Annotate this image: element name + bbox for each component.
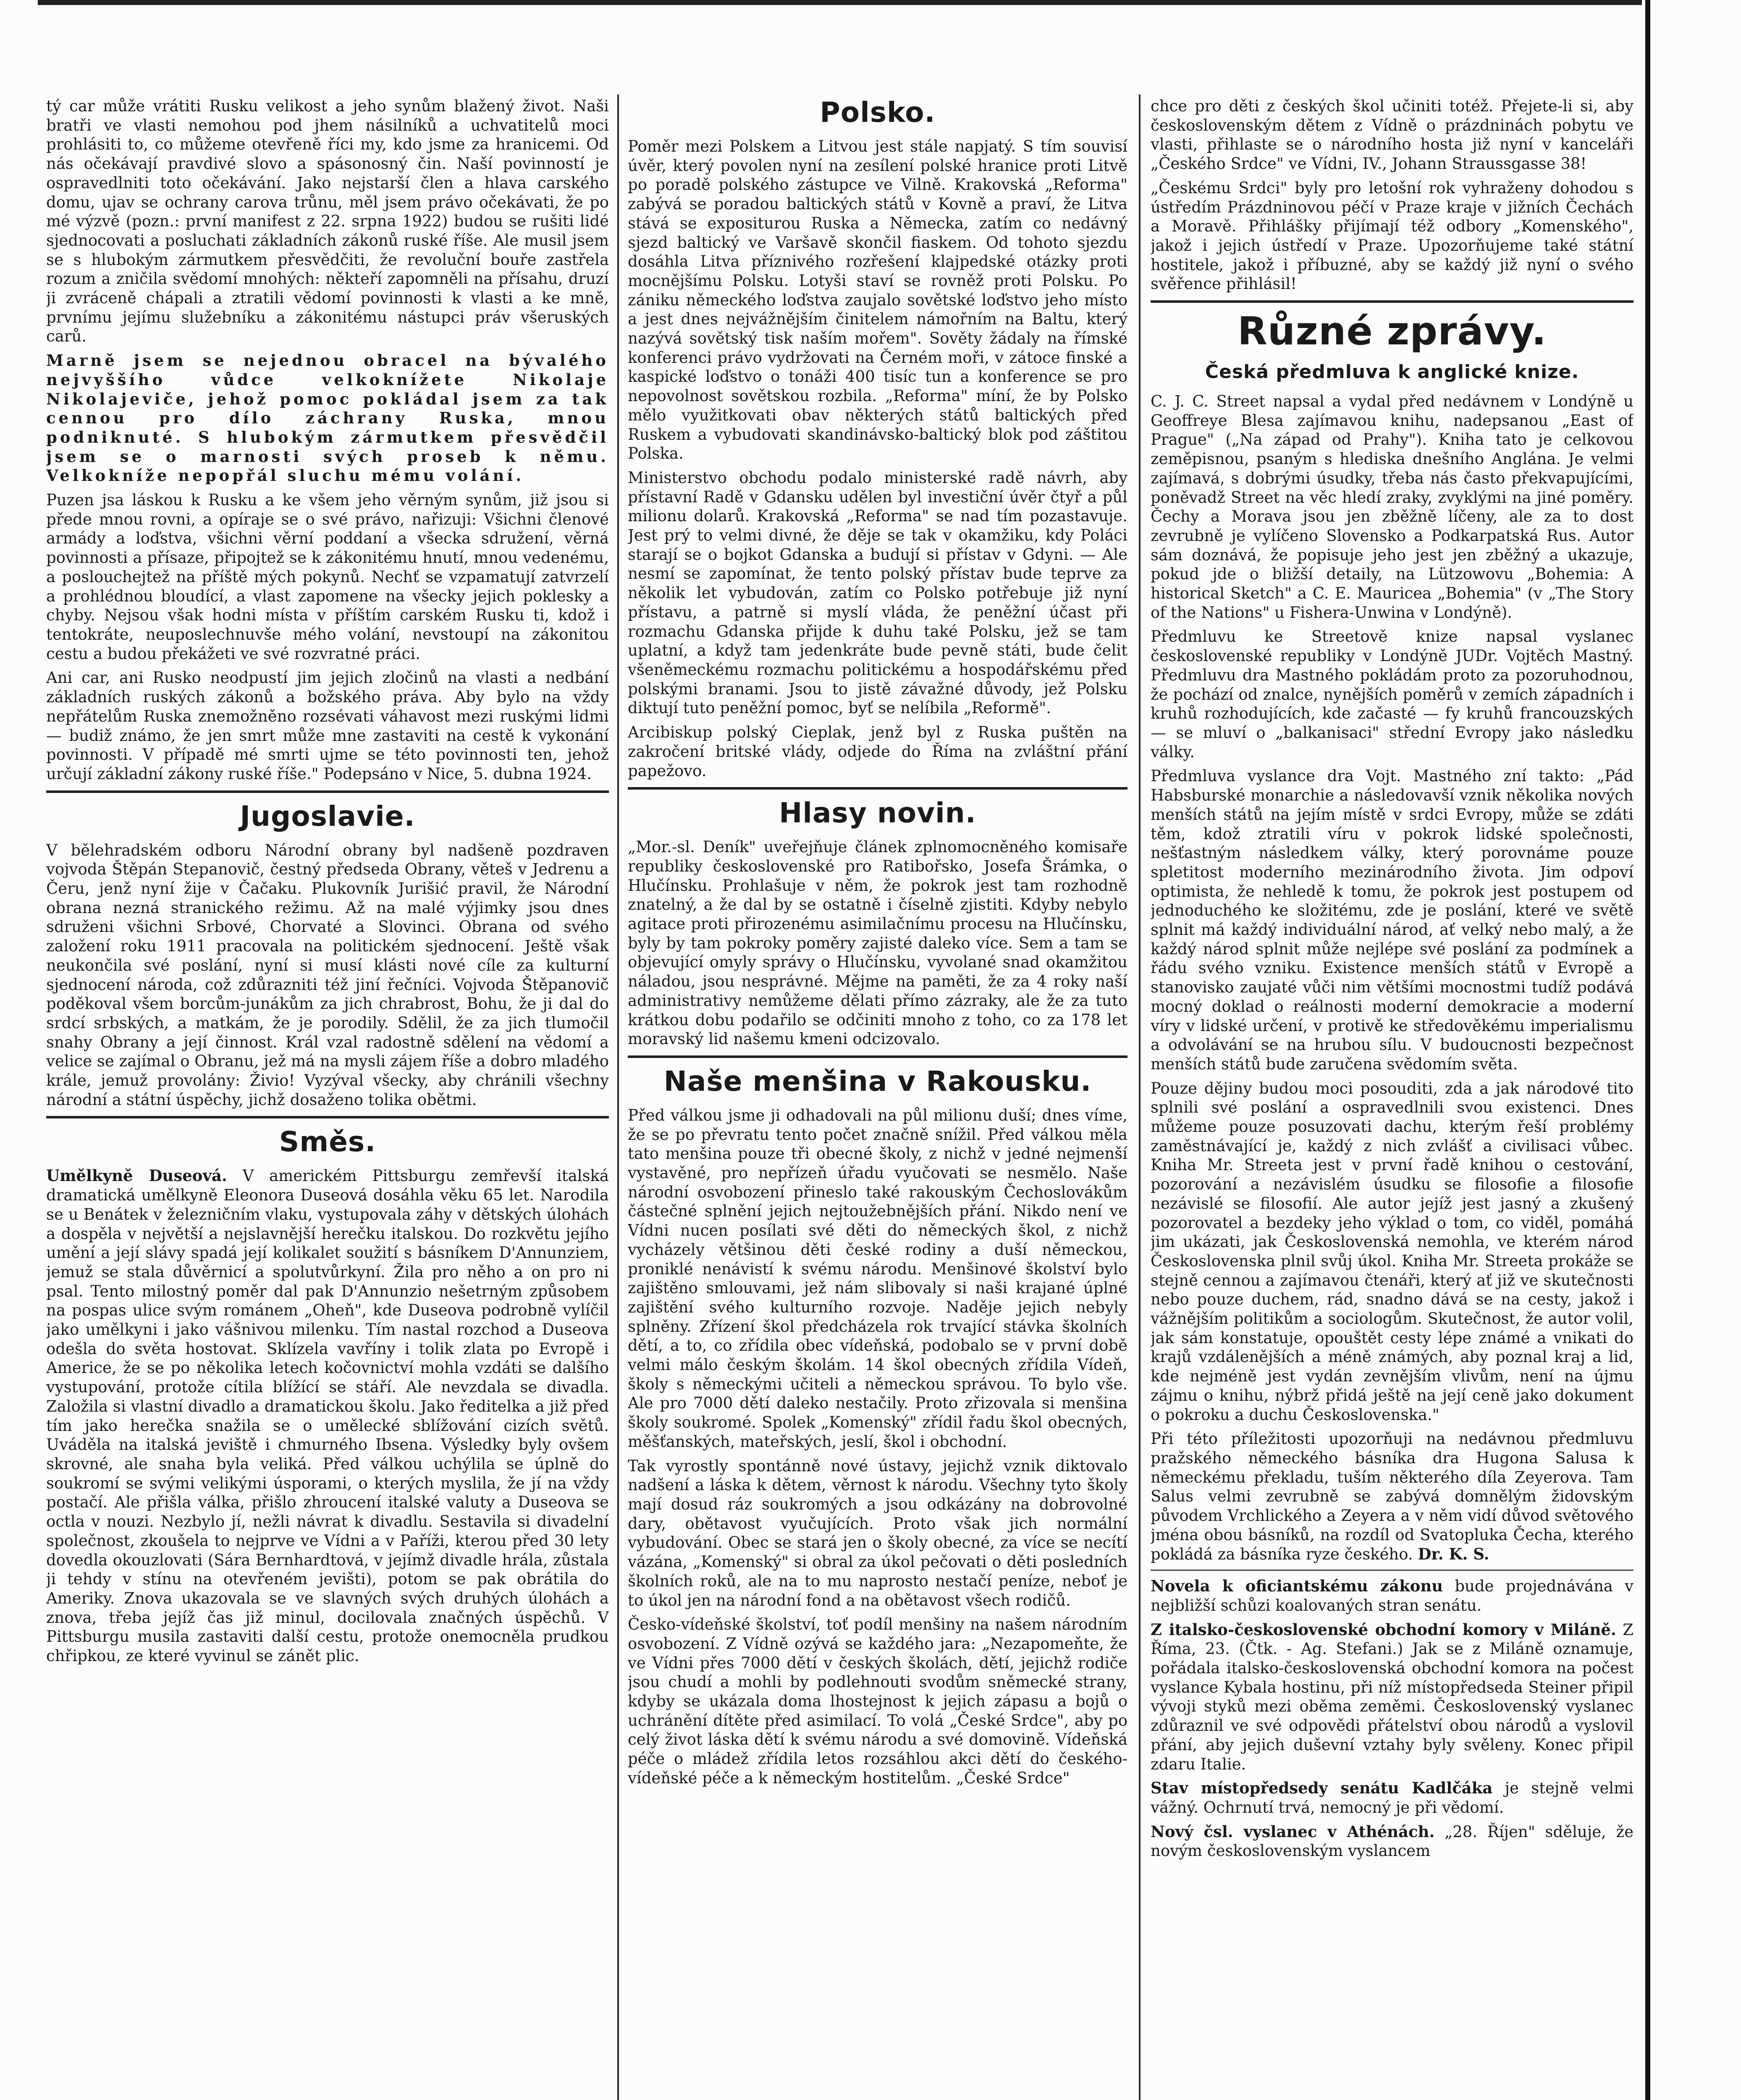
- predmluva-paragraph-5: [1151, 1429, 1633, 1564]
- section-separator: [628, 787, 1127, 790]
- polsko-paragraph-1: Poměr mezi Polskem a Litvou jest stále napjatý. S tím souvisí úvěr, který povolen nyní na zesílení polské hranice proti Litvě po poradě polského zástupce ve Vilně. Krakovská „Reforma" zabývá se poradou baltických států v Kovně a praví, že Litva stává se expositurou Ruska a Německa, zatím co nedávný sjezd baltický ve Varšavě skončil fiaskem. Od tohoto sjezdu dosáhla Litva příznivého rozřešení klajpedské otázky proti mocnějšímu Polsku. Lotyši staví se rovněž proti Polsku. Po zániku německého loďstva zaujalo sovětské loďstvo jeho místo a jest dnes nejvážnějším činitelem námořním na Baltu, který nazývá sovětský tisk naším mořem". Sověty žádaly na římské konferenci právo vydržovati na Černém moři, v zátoce finské a kaspické loďstvo o tonáži 400 tisíc tun a konference se pro nepovolnost sovětskou rozbila. „Reforma" míní, že by Polsko mělo využitkovati obav některých států baltických před Ruskem a vybudovati skandinávsko-baltický blok pod záštitou Polska.: [628, 137, 1127, 463]
- item-separator: [1151, 1570, 1633, 1571]
- news-item-athens-lead: Nový čsl. vyslanec v Athénách.: [1151, 1822, 1435, 1841]
- section-separator: [46, 1116, 609, 1118]
- author-signature: Dr. K. S.: [1418, 1544, 1489, 1563]
- section-separator: [46, 790, 609, 793]
- column-divider-2: [1139, 94, 1141, 2100]
- manifest-paragraph-2: Marně jsem se nejednou obracel na bývalého nejvyššího vůdce velkoknížete Nikolaje Nikolajeviče, jehož pomoc pokládal jsem za tak cennou pro dílo záchrany Ruska, mnou podniknuté. S hlubokým zármutkem přesvědčil jsem se o marnosti svých proseb k němu. Velkokníže nepopřál sluchu mému volání.: [46, 351, 609, 485]
- manifest-paragraph-3: Puzen jsa láskou k Rusku a ke všem jeho věrným synům, již jsou si přede mnou rovni, a opíraje se o své právo, nařizuji: Všichni členové armády a loďstva, všichni věrní poddaní a všecka sdružení, věrná povinnosti a přísaze, připojtež se k zákonitému hnutí, mnou vedenému, a poslouchejtež na příště mých pokynů. Nechť se vzpamatují zatvrzelí a prohlédnou bloudící, a vlast zapomene na všecky jejich poklesky a chyby. Nejsou však hodni místa v příštím carském Rusku ti, kdož i tentokráte, neuposlechnuvše mého volání, nevstoupí na zákonitou cestu a budou překážeti ve své rozvratné práci.: [46, 491, 609, 663]
- predmluva-paragraph-5-text: Při této příležitosti upozorňuji na nedávnou předmluvu pražského německého básníka dra Hugona Salusa k německému překladu, tuším některého díla Zeyerova. Tam Salus velmi zevrubně se zabývá domnělým židovským původem Vrchlického a Zeyera a v něm vidí důvod světového jména obou básníků, na rozdíl od Svatopluka Čecha, kterého pokládá za básníka ryze českého.: [1151, 1430, 1633, 1563]
- section-separator: [628, 1055, 1127, 1058]
- ceske-srdce-paragraph-1: chce pro děti z českých škol učiniti totéž. Přejete-li si, aby československým dětem z Vídně o prázdninách pobytu ve vlasti, přihlaste se o národního hosta již nyní v kanceláři „Českého Srdce" ve Vídni, IV., Johann Straussgasse 38!: [1151, 97, 1633, 173]
- news-item-kadlcak-body: je stejně velmi vážný. Ochrnutí trvá, nemocný je při vědomí.: [1151, 1779, 1633, 1816]
- predmluva-paragraph-3: Předmluva vyslance dra Vojt. Mastného zní takto: „Pád Habsburské monarchie a následovavší vznik několika nových menších států na jejím místě v srdci Evropy, může se zdáti těm, kdož ztratili víru v pokrok lidské společnosti, nešťastným následkem války, který porovnáme pouze spletitost moderního mezinárodního života. Jim odpoví optimista, že nehledě k tomu, že pokrok jest postupem od jednoduchého ke složitému, zde je poslání, které ve světě splnit má každý individuální národ, ať velký nebo malý, a že každý národ splnit může nejlépe své poslání za podmínek a řádu svého vzniku. Existence menších států v Evropě a stanovisko zaujaté vůči nim většími mocnostmi tudíž podává mocný doklad o reálnosti moderní demokracie a moderní víry v lidské určení, v protivě ke středověkému imperialismu a odvolávání se na hrubou sílu. V budoucnosti bezpečnost menších států bude zaručena svědomím světa.: [1151, 767, 1633, 1073]
- news-item-komora-lead: Z italsko-československé obchodní komory v Miláně.: [1151, 1620, 1616, 1639]
- manifest-paragraph-1: tý car může vrátiti Rusku velikost a jeho synům blažený život. Naši bratři ve vlasti nemohou pod jhem násilníků a uchvatitelů moci prohlásiti to, co můžeme otevřeně říci my, kdo jsme za hranicemi. Od nás očekávají pravdivé slovo a spásonosný čin. Naší povinností je ospravedlniti toto očekávání. Jako nejstarší člen a hlava carského domu, ujav se ochrany carova trůnu, měl jsem právo očekávati, že po mé výzvě (pozn.: první manifest z 22. srpna 1922) budou se rušiti lidé sjednocovati a posluchati základních zákonů ruské říše. Ale musil jsem se s hlubokým zármutkem přesvědčiti, že revoluční bouře zastřela rozum a zničila svědomí mnohých: někteří zapomněli na přísahu, druzí ji zvráceně chápali a ztratili vědomí povinnosti k vlasti a ke mně, prvnímu jejímu služebníku a zákonitému nástupci práv všeruských carů.: [46, 97, 609, 346]
- hlasy-novin-article: „Mor.-sl. Deník" uveřejňuje článek zplnomocněného komisaře republiky československé pro Ratibořsko, Josefa Šrámka, o Hlučínsku. Prohlašuje v něm, že pokrok jest tam rozhodně znatelný, a že dal by se ostatně i číselně zjistiti. Kdyby nebylo agitace proti přirozenému asimilačnímu procesu na Hlučínsku, byly by tam pokroky poměry zajisté daleko více. Sem a tam se objevující omyly správy o Hlučínsku, vyvolané snad okamžitou náladou, jsou nesprávné. Mějme na paměti, že za 4 roky naší administrativy nemůžeme dělati přímo zázraky, ale že za tuto krátkou dobu podařilo se odčiniti mnoho z toho, co za 178 let moravský lid našemu kmeni odcizovalo.: [628, 838, 1127, 1048]
- heading-hlasy-novin: Hlasy novin.: [779, 797, 976, 830]
- heading-polsko: Polsko.: [820, 97, 936, 129]
- polsko-paragraph-3: Arcibiskup polský Cieplak, jenž byl z Ruska puštěn na zakročení britské vlády, odjede do Říma na zvláštní přání papežovo.: [628, 723, 1127, 780]
- heading-nase-mensina: Naše menšina v Rakousku.: [663, 1065, 1092, 1097]
- mensina-paragraph-2: Tak vyrostly spontánně nové ústavy, jejichž vznik diktovalo nadšení a láska k dětem, věrnost k národu. Všechny tyto školy mají dosud ráz soukromých a jsou odkázány na dobrovolné dary, obětavost vyučujících. Proto však jich normální vybudování. Obec se stará jen o školy obecné, za více se necítí vázána, „Komenský" si obral za úkol pečovati o děti posledních školních roků, ale na to mu naprosto nestačí peníze, neboť je to úkol jen na národní fond a na obětavost všech rodičů.: [628, 1457, 1127, 1609]
- news-item-athens: [1151, 1822, 1633, 1861]
- mensina-paragraph-3: Česko-vídeňské školství, toť podíl menšiny na našem národním osvobození. Z Vídně ozývá se každého jara: „Nezapomeňte, že ve Vídni přes 7000 dětí v českých školách, dětí, jejichž rodiče jsou chudí a mohli by podlehnouti svodům sněmecké strany, kdyby se ukázala doma lhostejnost k jejich zápasu a bojů o uchránění dítěte před asimilací. To volá „České Srdce", aby po celý život láska dětí k svému národu a své domovině. Vídeňská péče o mládež zřídila letos rozsáhlou akci dětí do českého-vídeňské péče a k německým hostitelům. „České Srdce": [628, 1615, 1127, 1787]
- column-divider-1: [617, 94, 619, 2100]
- section-separator: [1151, 300, 1633, 303]
- predmluva-paragraph-1: C. J. C. Street napsal a vydal před nedávnem v Londýně u Geoffreye Blesa zajímavou knihu, nadepsanou „East of Prague" („Na západ od Prahy"). Kniha tato je celkovou zeměpisnou, psaným s hlediska dnešního Anglána. Je velmi zajímavá, s dobrými úsudky, třeba nás často překvapujícími, poněvadž Street na věc hledí zraky, zvyklými na jiné poměry. Čechy a Morava jsou jen zběžně líčeny, ale za to dost zevrubně je vylíčeno Slovensko a Podkarpatská Rus. Autor sám doznává, že popisuje jeho jest jen zběžný a ukazuje, pokud jde o bližší detaily, na Lützowovu „Bohemia: A historical Sketch" a C. E. Mauricea „Bohemia" (v „The Story of the Nations" u Fishera-Unwina v Londýně).: [1151, 392, 1633, 622]
- smes-body: V americkém Pittsburgu zemřevší italská dramatická umělkyně Eleonora Duseová dosáhla věku 65 let. Narodila se u Benátek v železničním vlaku, vystupovala záhy v dětských úlohách a dospěla v největší a nejslavnější herečku italskou. Do rozkvětu jejího umění a její slávy spadá její kolikalet soužití s básníkem D'Annunziem, jemuž se stala důvěrnicí a spolutvůrkyní. Žila pro něho a on pro ni psal. Tento milostný poměr dal pak D'Annunzio nešetrným způsobem na pospas ulice svým románem „Oheň", kde Duseova podrobně vylíčil jako umělkyni i jako vášnivou milenku. Tím nastal rozchod a Duseova odešla do světa hostovat. Sklízela vavříny i tolik zlata po Evropě i Americe, že se po několika letech kočovnictví mohla vzdáti se dalšího vystupování, protože cítila blížící se stáří. Ale nevzdala se divadla. Založila si vlastní divadlo a dramatickou školu. Jako ředitelka a již před tím jako herečka snažila se o umělecké sblížování cizích světů. Uváděla na italská jeviště i chmurného Ibsena. Výsledky byly ovšem skrovné, ale snaha byla veliká. Před válkou uchýlila se úplně do soukromí se svými velikými úsporami, o kterých myslila, že jí na vždy postačí. Ale přišla válka, přišlo zhroucení italské valuty a Duseova se octla v nouzi. Nezbylo jí, nežli návrat k divadlu. Sestavila si divadelní společnost, zkoušela to nejprve ve Vídni a v Paříži, kterou před 30 lety dovedla okouzlovati (Sára Bernhardtová, v jejímž divadle hrála, zůstala ji tehdy v stínu na otevřeném jevišti), potom se pak obrátila do Ameriky. Znova ukazovala se ve slavných svých druhých úlohách a znova, třeba jejíž čas již minul, docilovala značných úspěchů. V Pittsburgu musila zastaviti další cestu, protože onemocněla prudkou chřipkou, ze které vyvinul se zánět plic.: [46, 1167, 609, 1665]
- news-item-kadlcak: [1151, 1779, 1633, 1817]
- news-item-athens-body: „28. Říjen" sděluje, že novým československým vyslancem: [1151, 1822, 1633, 1860]
- top-rule: [38, 0, 1642, 5]
- column-2: [628, 97, 1127, 2100]
- news-item-kadlcak-lead: Stav místopředsedy senátu Kadlčáka: [1151, 1779, 1493, 1798]
- manifest-paragraph-4: Ani car, ani Rusko neodpustí jim jejich zločinů na vlasti a nedbání základních ruských zákonů a božského práva. Aby bylo na vždy nepřátelům Ruska znemožněno rozsévati váhavost mezi ruskými lidmi — budiž známo, že jen smrt může mne zastaviti na cestě k vykonání povinnosti. V případě mé smrti ujme se této povinnosti ten, jehož určují základní zákony ruské říše." Podepsáno v Nice, 5. dubna 1924.: [46, 669, 609, 783]
- heading-jugoslavie: Jugoslavie.: [240, 800, 415, 832]
- heading-smes: Směs.: [279, 1126, 376, 1158]
- polsko-paragraph-2: Ministerstvo obchodu podalo ministerské radě návrh, aby přístavní Radě v Gdansku udělen byl investiční úvěr čtyř a půl milionu dolarů. Krakovská „Reforma" se nad tím pozastavuje. Jest prý to velmi divné, že děje se tak v okamžiku, kdy Poláci starají se o bojkot Gdanska a budují si přístav v Gdyni. — Ale nesmí se zapomínat, že tento polský přístav bude teprve za několik let vybudován, zatím co Polsko potřebuje již nyní přístavu, a patrně si myslí vláda, že peněžní účast při rozmachu Gdanska přijde k duhu také Polsku, jež se tam uplatní, a když tam jedenkráte bude pevně státi, bude čelit všeněmeckému rozmachu politickému a hospodářskému před polskými branami. Jsou to jistě závažné důvody, jež Polsku diktují tuto peněžní pomoc, byť se nelíbila „Reformě".: [628, 468, 1127, 717]
- news-item-komora: [1151, 1620, 1633, 1774]
- predmluva-paragraph-2: Předmluvu ke Streetově knize napsal vyslanec československé republiky v Londýně JUDr. Vojtěch Mastný. Předmluvu dra Mastného pokládám proto za pozoruhodnou, že pochází od znalce, nynějších poměrů v zemích západních i kruhů rozhodujících, kde začasté — fy kruhů francouzských — se mluví o „balkanisaci" střední Evropy jako následku války.: [1151, 627, 1633, 761]
- heading-ruzne-zpravy: Různé zprávy.: [1237, 309, 1547, 354]
- news-item-oficianti: [1151, 1577, 1633, 1615]
- right-edge-rule: [1645, 0, 1650, 2100]
- column-1: [46, 97, 609, 2100]
- mensina-paragraph-1: Před válkou jsme ji odhadovali na půl milionu duší; dnes víme, že se po převratu tento počet značně snížil. Před válkou měla tato menšina pouze tři obecné školy, z nichž v jedné nejmenší vystavěné, pro nepřízeň úřadu vyučovati se nesmělo. Naše národní osvobození přineslo také rakouským Čechoslovákům částečné splnění jejich nejtoužebnějších přání. Nikdo není ve Vídni nucen posílati své děti do německých škol, z nichž vycházely většinou děti české rodiny a duší německou, proniklé nenávistí k svému národu. Menšinové školství bylo zajištěno smlouvami, jež nám slibovaly si naši krajané úplné zajištění svého kulturního rozvoje. Naděje jejich nebyly splněny. Zřízení škol předcházela rok trvající stávka školních dětí, a to, co zřídila obec vídeňská, podobalo se v první době velmi málo českým školám. 14 škol obecných zřídila Vídeň, školy s německými učiteli a německou správou. To bylo vše. Ale pro 7000 dětí daleko nestačily. Proto zřizovala si menšina školy soukromé. Spolek „Komenský" zřídil řadu škol obecných, měšťanských, mateřských, jeslí, škol i obchodní.: [628, 1106, 1127, 1451]
- jugoslavie-article: V bělehradském odboru Národní obrany byl nadšeně pozdraven vojvoda Štěpán Stepanovič, čestný předseda Obrany, věteš v Jedrenu a Čeru, jenž nyní žije v Čačaku. Plukovník Jurišić pravil, že Národní obrana nezná stranického režimu. Až na malé výjimky jsou dnes sdruženi všichni Srbové, Chorvaté a Slovinci. Obrana od svého založení roku 1911 pracovala na politickém sjednocení. Ještě však neukončila své poslání, nyní si musí klásti nové cíle za kulturní sjednocení národa, což zdůrazniti též jiní řečníci. Vojvoda Štěpanovič poděkoval všem borcům-junákům za jich chrabrost, Bohu, že ji dal do srdcí srbských, a matkám, že je porodily. Sdělil, že za jich tlumočil snahy Obrany a její činnost. Král vzal radostně sdělení na vědomí a velice se zajímal o Obranu, jež má na mysli zájem říše a dobro mladého krále, jemuž provolány: Živio! Vyzýval všecky, aby chránili všechny národní a státní úspěchy, jichž dosaženo tolika obětmi.: [46, 841, 609, 1109]
- ceske-srdce-paragraph-2: „Českému Srdci" byly pro letošní rok vyhraženy dohodou s ústředím Prázdninovou péčí v Praze kraje v jižních Čechách a Moravě. Přihlášky přijímají též odbory „Komenského", jakož i jejich ústředí v Praze. Upozorňujeme také státní hostitele, jakož i příbuzné, aby se každý již nyní o svého svěřence přihlásil!: [1151, 178, 1633, 293]
- news-item-komora-body: Z Říma, 23. (Čtk. - Ag. Stefani.) Jak se z Miláně oznamuje, pořádala italsko-československá obchodní komora na počest vyslance Kybala hostinu, při níž místopředseda Steiner připil vývoji styků mezi oběma zeměmi. Československý vyslanec zdůraznil ve své odpovědi přátelství obou národů a vyslovil přání, aby jejich duševní vztahy byly svěleny. Konec připil zdaru Italie.: [1151, 1620, 1633, 1773]
- predmluva-paragraph-4: Pouze dějiny budou moci posouditi, zda a jak národové tito splnili své poslání a ospravedlnili svou existenci. Dnes můžeme pouze posuzovati dachu, kterým řeší problémy zaměstnávající je, každý z nich zvlášť a civilisaci vůbec. Kniha Mr. Streeta jest v první řadě knihou o cestování, pozorování a nezávislém úsudku se filosofie a filosofie nezávislé se filosofií. Ale autor jejíž jest jasný a zkušený pozorovatel a bezdeky jeho výklad o tom, co viděl, pomáhá jim ukázati, jak Československá nemohla, ve kterém národ Československa plnil svůj úkol. Kniha Mr. Streeta prokáže se stejně cennou a zajímavou čtenáři, který ať již ve skutečnosti nebo pouze duchem, rád, snadno dává se na cesty, jakož i vážnějším politikům a sociologům. Skutečnost, že autor volil, jak sám konstatuje, opouštět cesty lépe známé a vnikati do krajů vzdálenějších a méně známých, aby poznal kraj a lid, kde nejméně jest vydán zevnějším vlivům, není na újmu zájmu o knihu, nýbrž přidá ještě na její ceně jako dokument o pokroku a duchu Československa.": [1151, 1079, 1633, 1424]
- column-3: [1151, 97, 1633, 2100]
- smes-lead: Umělkyně Duseová.: [46, 1166, 227, 1185]
- news-item-oficianti-body: bude projednávána v nejbližší schůzi koalovaných stran senátu.: [1151, 1577, 1633, 1614]
- smes-article: [46, 1166, 609, 1665]
- news-item-oficianti-lead: Novela k oficiantskému zákonu: [1151, 1577, 1443, 1596]
- subheading-ceska-predmluva: Česká předmluva k anglické knize.: [1205, 361, 1579, 383]
